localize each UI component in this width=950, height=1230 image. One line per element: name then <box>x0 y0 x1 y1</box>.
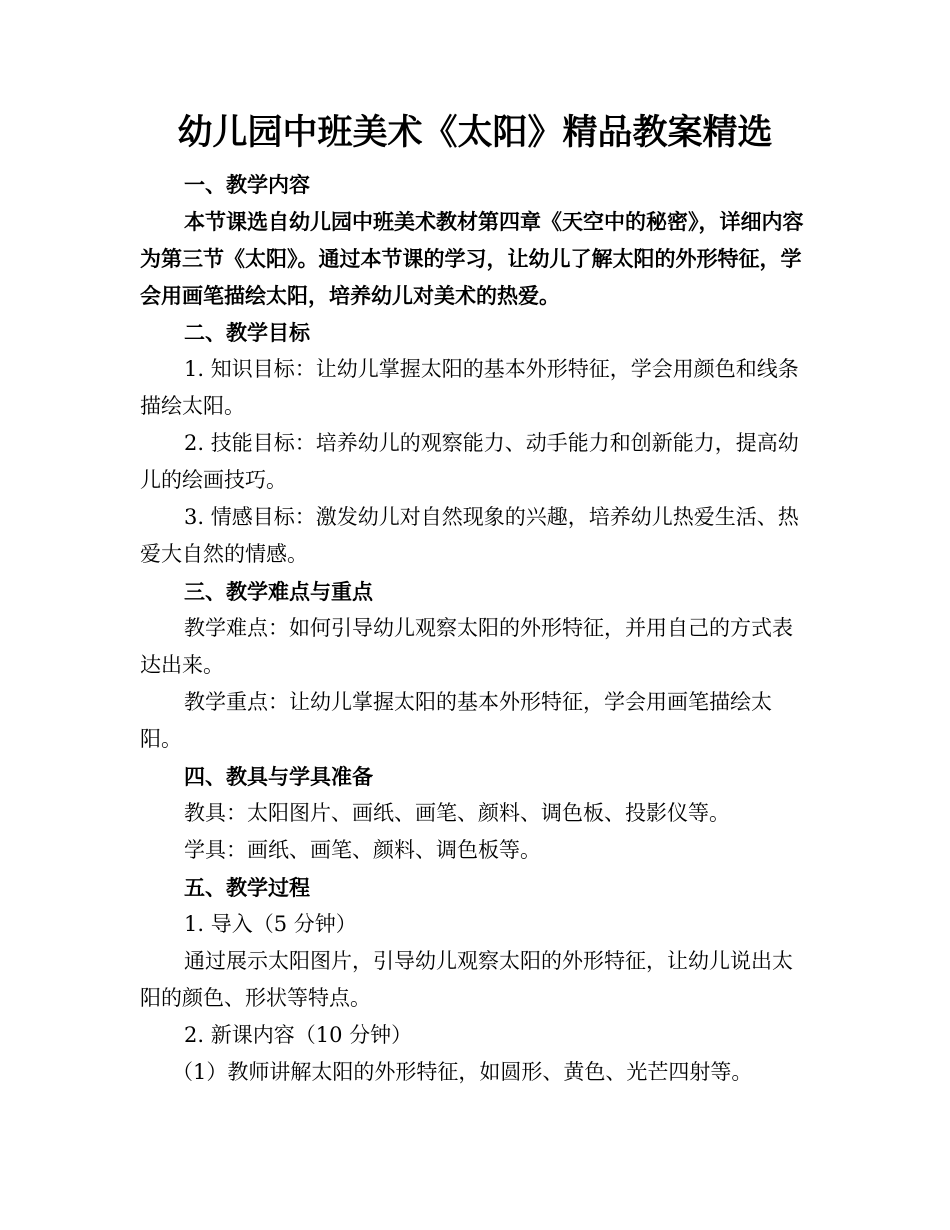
document-body <box>140 166 810 1091</box>
teaching-difficulty: 教学难点：如何引导幼儿观察太阳的外形特征，并用自己的方式表达出来。 <box>140 616 793 677</box>
section-heading-materials: 四、教具与学具准备 <box>184 764 373 789</box>
student-tools: 学具：画纸、画笔、颜料、调色板等。 <box>184 838 541 862</box>
objective-emotion: 3. 情感目标：激发幼儿对自然现象的兴趣，培养幼儿热爱生活、热爱大自然的情感。 <box>140 505 799 566</box>
teaching-key-point: 教学重点：让幼儿掌握太阳的基本外形特征，学会用画笔描绘太阳。 <box>140 690 772 751</box>
section-heading-process: 五、教学过程 <box>184 875 310 900</box>
process-step-2-title: 2. 新课内容（10 分钟） <box>184 1023 413 1047</box>
process-step-1-title: 1. 导入（5 分钟） <box>184 912 357 936</box>
teacher-tools: 教具：太阳图片、画纸、画笔、颜料、调色板、投影仪等。 <box>184 801 730 825</box>
content-paragraph: 本节课选自幼儿园中班美术教材第四章《天空中的秘密》，详细内容为第三节《太阳》。通过本节课的学习，让幼儿了解太阳的外形特征，学会用画笔描绘太阳，培养幼儿对美术的热爱。 <box>140 209 804 308</box>
objective-skill: 2. 技能目标：培养幼儿的观察能力、动手能力和创新能力，提高幼儿的绘画技巧。 <box>140 431 799 492</box>
objective-knowledge: 1. 知识目标：让幼儿掌握太阳的基本外形特征，学会用颜色和线条描绘太阳。 <box>140 357 799 418</box>
process-step-1-text: 通过展示太阳图片，引导幼儿观察太阳的外形特征，让幼儿说出太阳的颜色、形状等特点。 <box>140 949 793 1010</box>
section-heading-difficulties: 三、教学难点与重点 <box>184 579 373 604</box>
process-step-2-item-1: （1）教师讲解太阳的外形特征，如圆形、黄色、光芒四射等。 <box>172 1060 753 1084</box>
section-heading-content: 一、教学内容 <box>184 172 310 197</box>
document-title: 幼儿园中班美术《太阳》精品教案精选 <box>177 112 773 153</box>
section-heading-objectives: 二、教学目标 <box>184 320 310 345</box>
